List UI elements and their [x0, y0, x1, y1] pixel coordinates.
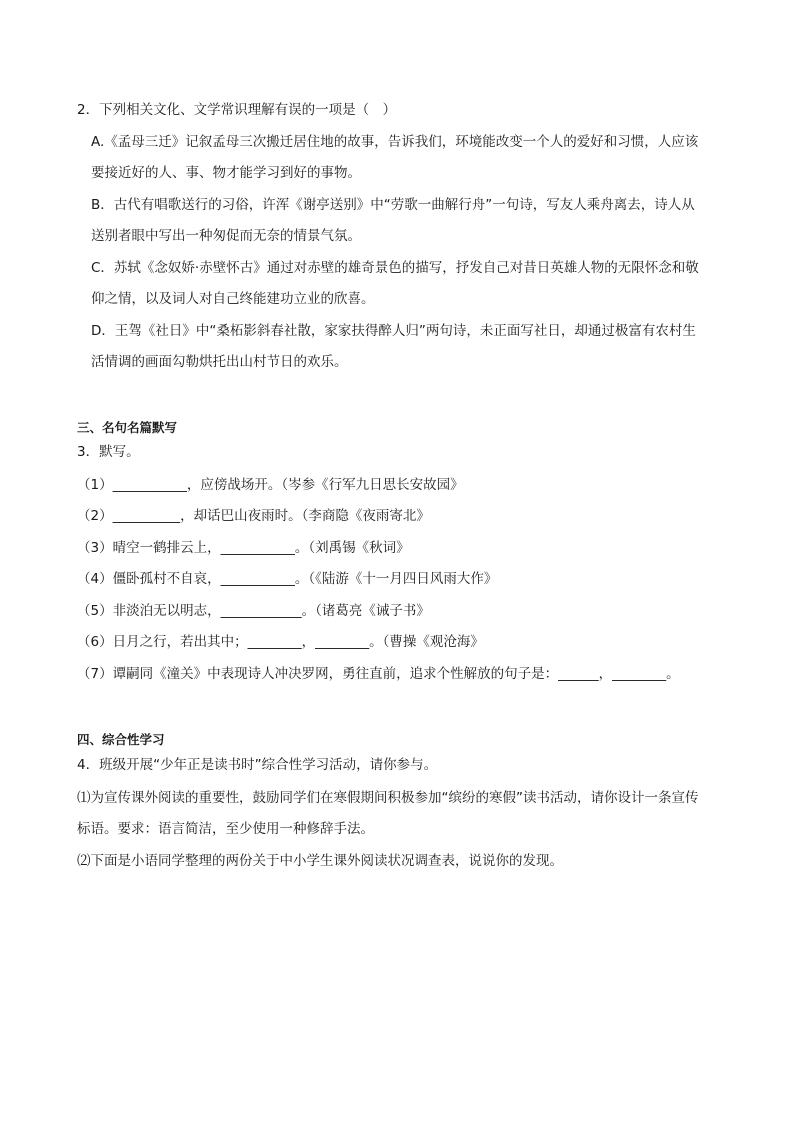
- option-a-line-1: A.《孟母三迁》记叙孟母三次搬迁居住地的故事，告诉我们，环境能改变一个人的爱好和习惯，人应该: [91, 134, 699, 150]
- option-b-line-2: 送别者眼中写出一种匆促而无奈的情景气氛。: [91, 228, 361, 244]
- recitation-item-3: （3）晴空一鹤排云上，___________。（刘禹锡《秋词》: [77, 540, 410, 556]
- question-2-stem: 2．下列相关文化、文学常识理解有误的一项是（ ）: [77, 102, 397, 118]
- recitation-item-2: （2）__________，却话巴山夜雨时。（李商隐《夜雨寄北》: [77, 508, 430, 524]
- option-d-line-1: D．王驾《社日》中“桑柘影斜春社散，家家扶得醉人归”两句诗，未正面写社日，却通过极富有农村生: [91, 323, 696, 339]
- section-3-heading: 三、名句名篇默写: [77, 420, 178, 435]
- part-1-line-2: 标语。要求：语言简洁，至少使用一种修辞手法。: [77, 821, 374, 837]
- option-c-line-1: C．苏轼《念奴娇·赤壁怀古》通过对赤壁的雄奇景色的描写，抒发自己对昔日英雄人物的无限怀念和敬: [91, 260, 699, 276]
- recitation-item-7: （7）谭嗣同《潼关》中表现诗人冲决罗网，勇往直前，追求个性解放的句子是：______，________。: [77, 666, 680, 682]
- recitation-item-1: （1）___________，应傍战场开。（岑参《行军九日思长安故园》: [77, 477, 464, 493]
- question-3-stem: 3．默写。: [77, 444, 140, 460]
- recitation-item-4: （4）僵卧孤村不自哀，___________。（《陆游《十一月四日风雨大作》: [77, 571, 498, 587]
- section-4-heading: 四、综合性学习: [77, 732, 165, 747]
- option-a-line-2: 要接近好的人、事、物才能学习到好的事物。: [91, 165, 361, 181]
- option-c-line-2: 仰之情，以及词人对自己终能建功立业的欣喜。: [91, 291, 375, 307]
- recitation-item-5: （5）非淡泊无以明志，____________。（诸葛亮《诫子书》: [77, 603, 430, 619]
- question-4-stem: 4．班级开展“少年正是读书时”综合性学习活动，请你参与。: [77, 757, 438, 773]
- part-1-line-1: ⑴为宣传课外阅读的重要性，鼓励同学们在寒假期间积极参加“缤纷的寒假”读书活动，请你设计一条宣传: [77, 790, 699, 806]
- part-2-line: ⑵下面是小语同学整理的两份关于中小学生课外阅读状况调查表，说说你的发现。: [77, 853, 563, 869]
- option-b-line-1: B．古代有唱歌送行的习俗，许浑《谢亭送别》中“劳歌一曲解行舟”一句诗，写友人乘舟离去，诗人从: [91, 197, 695, 213]
- recitation-item-6: （6）日月之行，若出其中；________，________。（曹操《观沧海》: [77, 634, 484, 650]
- option-d-line-2: 活情调的画面勾勒烘托出山村节日的欢乐。: [91, 354, 348, 370]
